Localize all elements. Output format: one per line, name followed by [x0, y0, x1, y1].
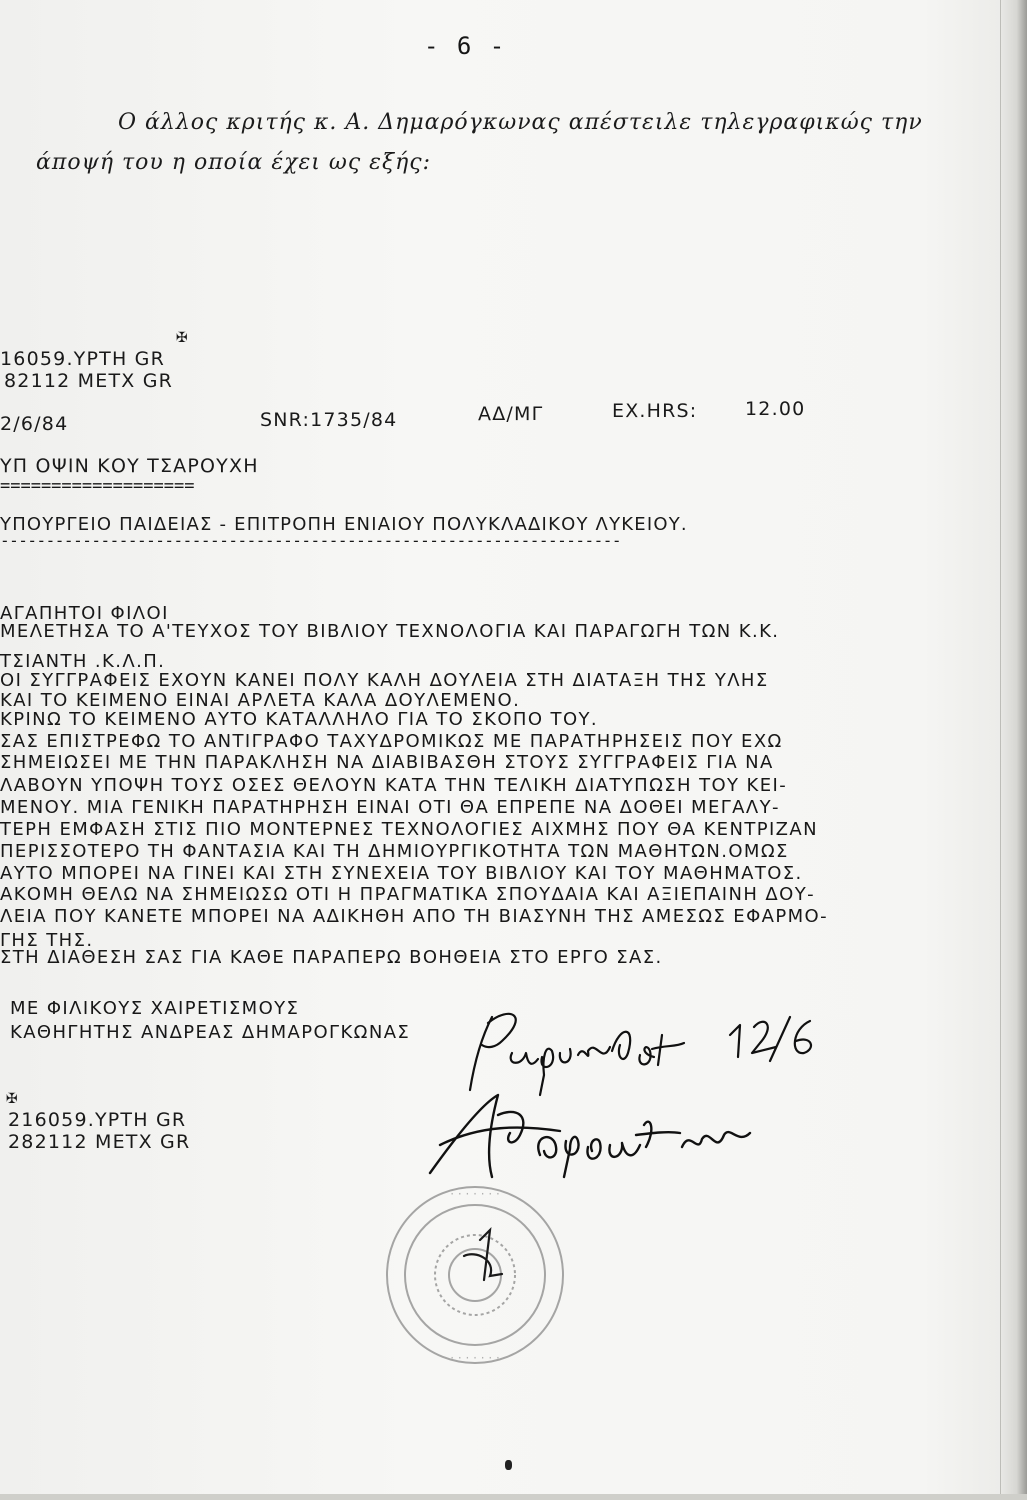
telex-header-line-1: 16059.YPTH GR — [0, 348, 166, 370]
body-line: ΛΑΒΟΥΝ ΥΠΟΨΗ ΤΟΥΣ ΟΣΕΣ ΘΕΛΟΥΝ ΚΑΤΑ ΤΗΝ ΤΕΛΙΚΗ ΔΙΑΤΥΠΩΣΗ ΤΟΥ ΚΕΙ- — [0, 775, 788, 796]
subject-rule: -------------------------------------------------------------------- — [0, 531, 622, 550]
body-line: ΓΗΣ ΤΗΣ. — [0, 930, 94, 951]
svg-text:· · · · · · ·: · · · · · · · — [450, 1187, 500, 1201]
recipient-rule: =================== — [0, 476, 195, 496]
body-line: ΤΕΡΗ ΕΜΦΑΣΗ ΣΤΙΣ ΠΙΟ ΜΟΝΤΕΡΝΕΣ ΤΕΧΝΟΛΟΓΙΕΣ ΑΙΧΜΗΣ ΠΟΥ ΘΑ ΚΕΝΤΡΙΖΑΝ — [0, 819, 818, 840]
telex-cross-icon: ✠ — [176, 330, 189, 346]
ex-hrs-value: 12.00 — [745, 398, 806, 420]
intro-line-1: Ο άλλος κριτής κ. Α. Δημαρόγκωνας απέστειλε τηλεγραφικώς την — [118, 110, 923, 135]
body-line: ΣΗΜΕΙΩΣΕΙ ΜΕ ΤΗΝ ΠΑΡΑΚΛΗΣΗ ΝΑ ΔΙΑΒΙΒΑΣΘΗ ΣΤΟΥΣ ΣΥΓΓΡΑΦΕΙΣ ΓΙΑ ΝΑ — [0, 752, 774, 773]
body-line: ΑΓΑΠΗΤΟΙ ΦΙΛΟΙ — [0, 603, 169, 624]
official-stamp — [380, 1180, 570, 1370]
body-line: ΣΑΣ ΕΠΙΣΤΡΕΦΩ ΤΟ ΑΝΤΙΓΡΑΦΟ ΤΑΧΥΔΡΟΜΙΚΩΣ ΜΕ ΠΑΡΑΤΗΡΗΣΕΙΣ ΠΟΥ ΕΧΩ — [0, 731, 783, 752]
message-snr: SNR:1735/84 — [260, 409, 398, 431]
page-number: - 6 - — [424, 32, 507, 60]
body-line: ΜΕΝΟΥ. ΜΙΑ ΓΕΝΙΚΗ ΠΑΡΑΤΗΡΗΣΗ ΕΙΝΑΙ ΟΤΙ ΘΑ ΕΠΡΕΠΕ ΝΑ ΔΟΘΕΙ ΜΕΓΑΛΥ- — [0, 797, 780, 818]
intro-line-2: άποψή του η οποία έχει ως εξής: — [36, 150, 432, 175]
telex-footer-cross-icon: ✠ — [6, 1091, 19, 1107]
body-line: ΑΥΤΟ ΜΠΟΡΕΙ ΝΑ ΓΙΝΕΙ ΚΑΙ ΣΤΗ ΣΥΝΕΧΕΙΑ ΤΟΥ ΒΙΒΛΙΟΥ ΚΑΙ ΤΟΥ ΜΑΘΗΜΑΤΟΣ. — [0, 863, 803, 884]
body-line: ΚΑΙ ΤΟ ΚΕΙΜΕΝΟ ΕΙΝΑΙ ΑΡΛΕΤΑ ΚΑΛΑ ΔΟΥΛΕΜΕΝΟ. — [0, 690, 521, 711]
body-line: ΣΤΗ ΔΙΑΘΕΣΗ ΣΑΣ ΓΙΑ ΚΑΘΕ ΠΑΡΑΠΕΡΩ ΒΟΗΘΕΙΑ ΣΤΟ ΕΡΓΟ ΣΑΣ. — [0, 947, 663, 968]
message-initials: ΑΔ/ΜΓ — [478, 403, 544, 425]
subject-line: ΥΠΟΥΡΓΕΙΟ ΠΑΙΔΕΙΑΣ - ΕΠΙΤΡΟΠΗ ΕΝΙΑΙΟΥ ΠΟΛΥΚΛΑΔΙΚΟΥ ΛΥΚΕΙΟΥ. — [0, 514, 688, 535]
ex-hrs-label: ΕΧ.HRS: — [612, 400, 698, 422]
telex-footer-line-2: 282112 METX GR — [8, 1131, 191, 1153]
body-line: ΚΡΙΝΩ ΤΟ ΚΕΙΜΕΝΟ ΑΥΤΟ ΚΑΤΑΛΛΗΛΟ ΓΙΑ ΤΟ ΣΚΟΠΟ ΤΟΥ. — [0, 709, 599, 730]
handwritten-signature — [420, 1085, 760, 1185]
body-line: ΠΕΡΙΣΣΟΤΕΡΟ ΤΗ ΦΑΝΤΑΣΙΑ ΚΑΙ ΤΗ ΔΗΜΙΟΥΡΓΙΚΟΤΗΤΑ ΤΩΝ ΜΑΘΗΤΩΝ.ΟΜΩΣ — [0, 841, 789, 862]
body-line: ΤΣΙΑΝΤΗ .Κ.Λ.Π. — [0, 651, 166, 672]
telex-header-line-2: 82112 METX GR — [4, 370, 174, 392]
body-line: ΑΚΟΜΗ ΘΕΛΩ ΝΑ ΣΗΜΕΙΩΣΩ ΟΤΙ Η ΠΡΑΓΜΑΤΙΚΑ ΣΠΟΥΔΑΙΑ ΚΑΙ ΑΞΙΕΠΑΙΝΗ ΔΟΥ- — [0, 884, 816, 905]
recipient: ΥΠ ΟΨΙΝ ΚΟΥ ΤΣΑΡΟΥΧΗ — [0, 455, 259, 477]
body-line: ΛΕΙΑ ΠΟΥ ΚΑΝΕΤΕ ΜΠΟΡΕΙ ΝΑ ΑΔΙΚΗΘΗ ΑΠΟ ΤΗ ΒΙΑΣΥΝΗ ΤΗΣ ΑΜΕΣΩΣ ΕΦΑΡΜΟ- — [0, 906, 829, 927]
body-line: ΜΕΛΕΤΗΣΑ ΤΟ Α'ΤΕΥΧΟΣ ΤΟΥ ΒΙΒΛΙΟΥ ΤΕΧΝΟΛΟΓΙΑ ΚΑΙ ΠΑΡΑΓΩΓΗ ΤΩΝ Κ.Κ. — [0, 621, 780, 642]
ink-dot — [505, 1460, 512, 1470]
closing-greeting: ΜΕ ΦΙΛΙΚΟΥΣ ΧΑΙΡΕΤΙΣΜΟΥΣ — [10, 998, 300, 1019]
svg-text:· · · · · · ·: · · · · · · · — [450, 1351, 500, 1365]
message-date: 2/6/84 — [0, 413, 69, 435]
page-edge — [1000, 0, 1027, 1500]
page-bottom-edge — [0, 1494, 1027, 1500]
closing-signatory: ΚΑΘΗΓΗΤΗΣ ΑΝΔΡΕΑΣ ΔΗΜΑΡΟΓΚΩΝΑΣ — [10, 1022, 411, 1043]
body-line: ΟΙ ΣΥΓΓΡΑΦΕΙΣ ΕΧΟΥΝ ΚΑΝΕΙ ΠΟΛΥ ΚΑΛΗ ΔΟΥΛΕΙΑ ΣΤΗ ΔΙΑΤΑΞΗ ΤΗΣ ΥΛΗΣ — [0, 670, 769, 691]
telex-footer-line-1: 216059.YPTH GR — [8, 1109, 187, 1131]
